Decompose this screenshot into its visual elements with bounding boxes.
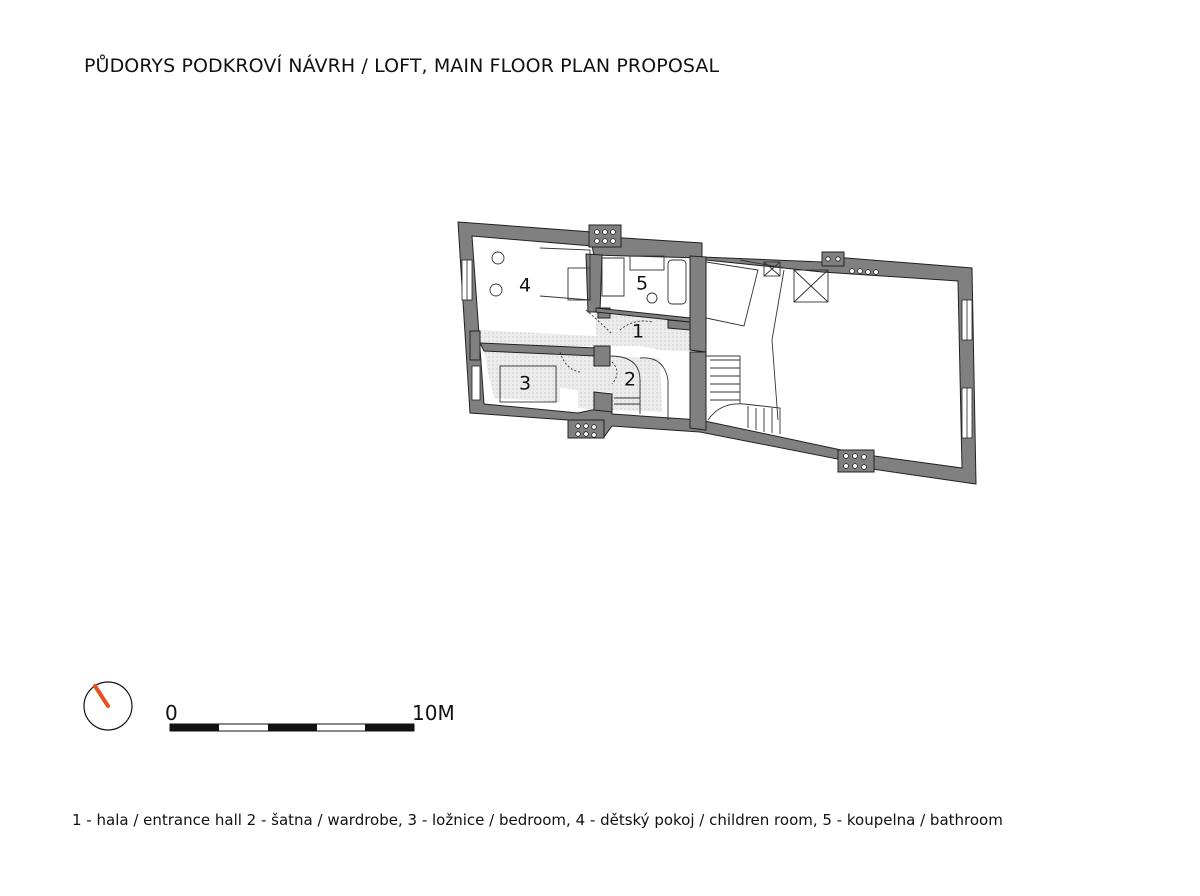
scale-end-label: 10M	[412, 701, 455, 725]
scale-start-label: 0	[165, 701, 178, 725]
north-arrow-icon	[84, 682, 132, 730]
room-label-2: 2	[623, 368, 637, 391]
room-label-5: 5	[635, 272, 649, 295]
room-label-4: 4	[518, 274, 532, 297]
room-label-3: 3	[518, 372, 532, 395]
scale-bar	[165, 701, 455, 731]
room-label-1: 1	[631, 320, 645, 343]
room-legend: 1 - hala / entrance hall 2 - šatna / wardrobe, 3 - ložnice / bedroom, 4 - dětský pokoj / children room, 5 - koupelna / bathroom	[72, 811, 1003, 829]
page-title: PŮDORYS PODKROVÍ NÁVRH / LOFT, MAIN FLOOR PLAN PROPOSAL	[84, 55, 720, 77]
